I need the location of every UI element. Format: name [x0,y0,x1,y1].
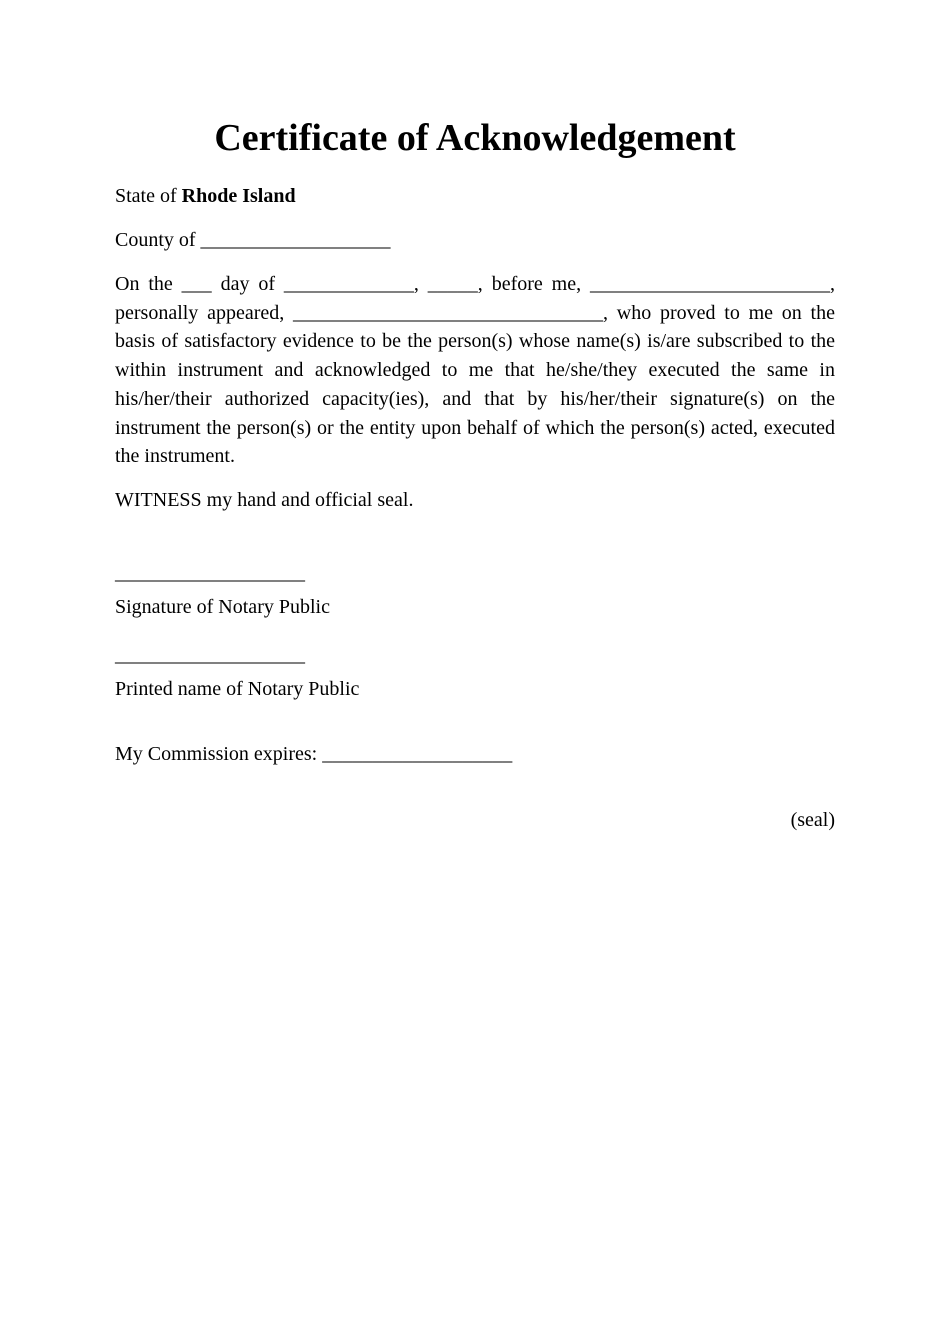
witness-line: WITNESS my hand and official seal. [115,489,414,511]
state-prefix: State of [115,185,182,207]
signature-blank: ___________________ [115,562,305,584]
printed-name-label: Printed name of Notary Public [115,678,360,700]
seal-label: (seal) [790,809,835,831]
signature-label: Signature of Notary Public [115,596,330,618]
state-name: Rhode Island [181,185,296,207]
county-line: County of ___________________ [115,229,391,251]
state-line [115,182,296,211]
acknowledgement-paragraph: On the ___ day of _____________, _____, before me, ________________________, personally appeared, _______________________________, who proved to me on the basis of satisfactory evidence to be the person(s) whose name(s) is/are subscribed to the within instrument and acknowledged to me that he/she/they executed the same in his/her/their authorized capacity(ies), and that by his/her/their signature(s) on the instrument the person(s) or the entity upon behalf of which the person(s) acted, executed the instrument. [115,273,835,468]
commission-expires-line: My Commission expires: ___________________ [115,743,513,765]
printed-name-blank: ___________________ [115,644,305,666]
document-title: Certificate of Acknowledgement [214,117,736,159]
